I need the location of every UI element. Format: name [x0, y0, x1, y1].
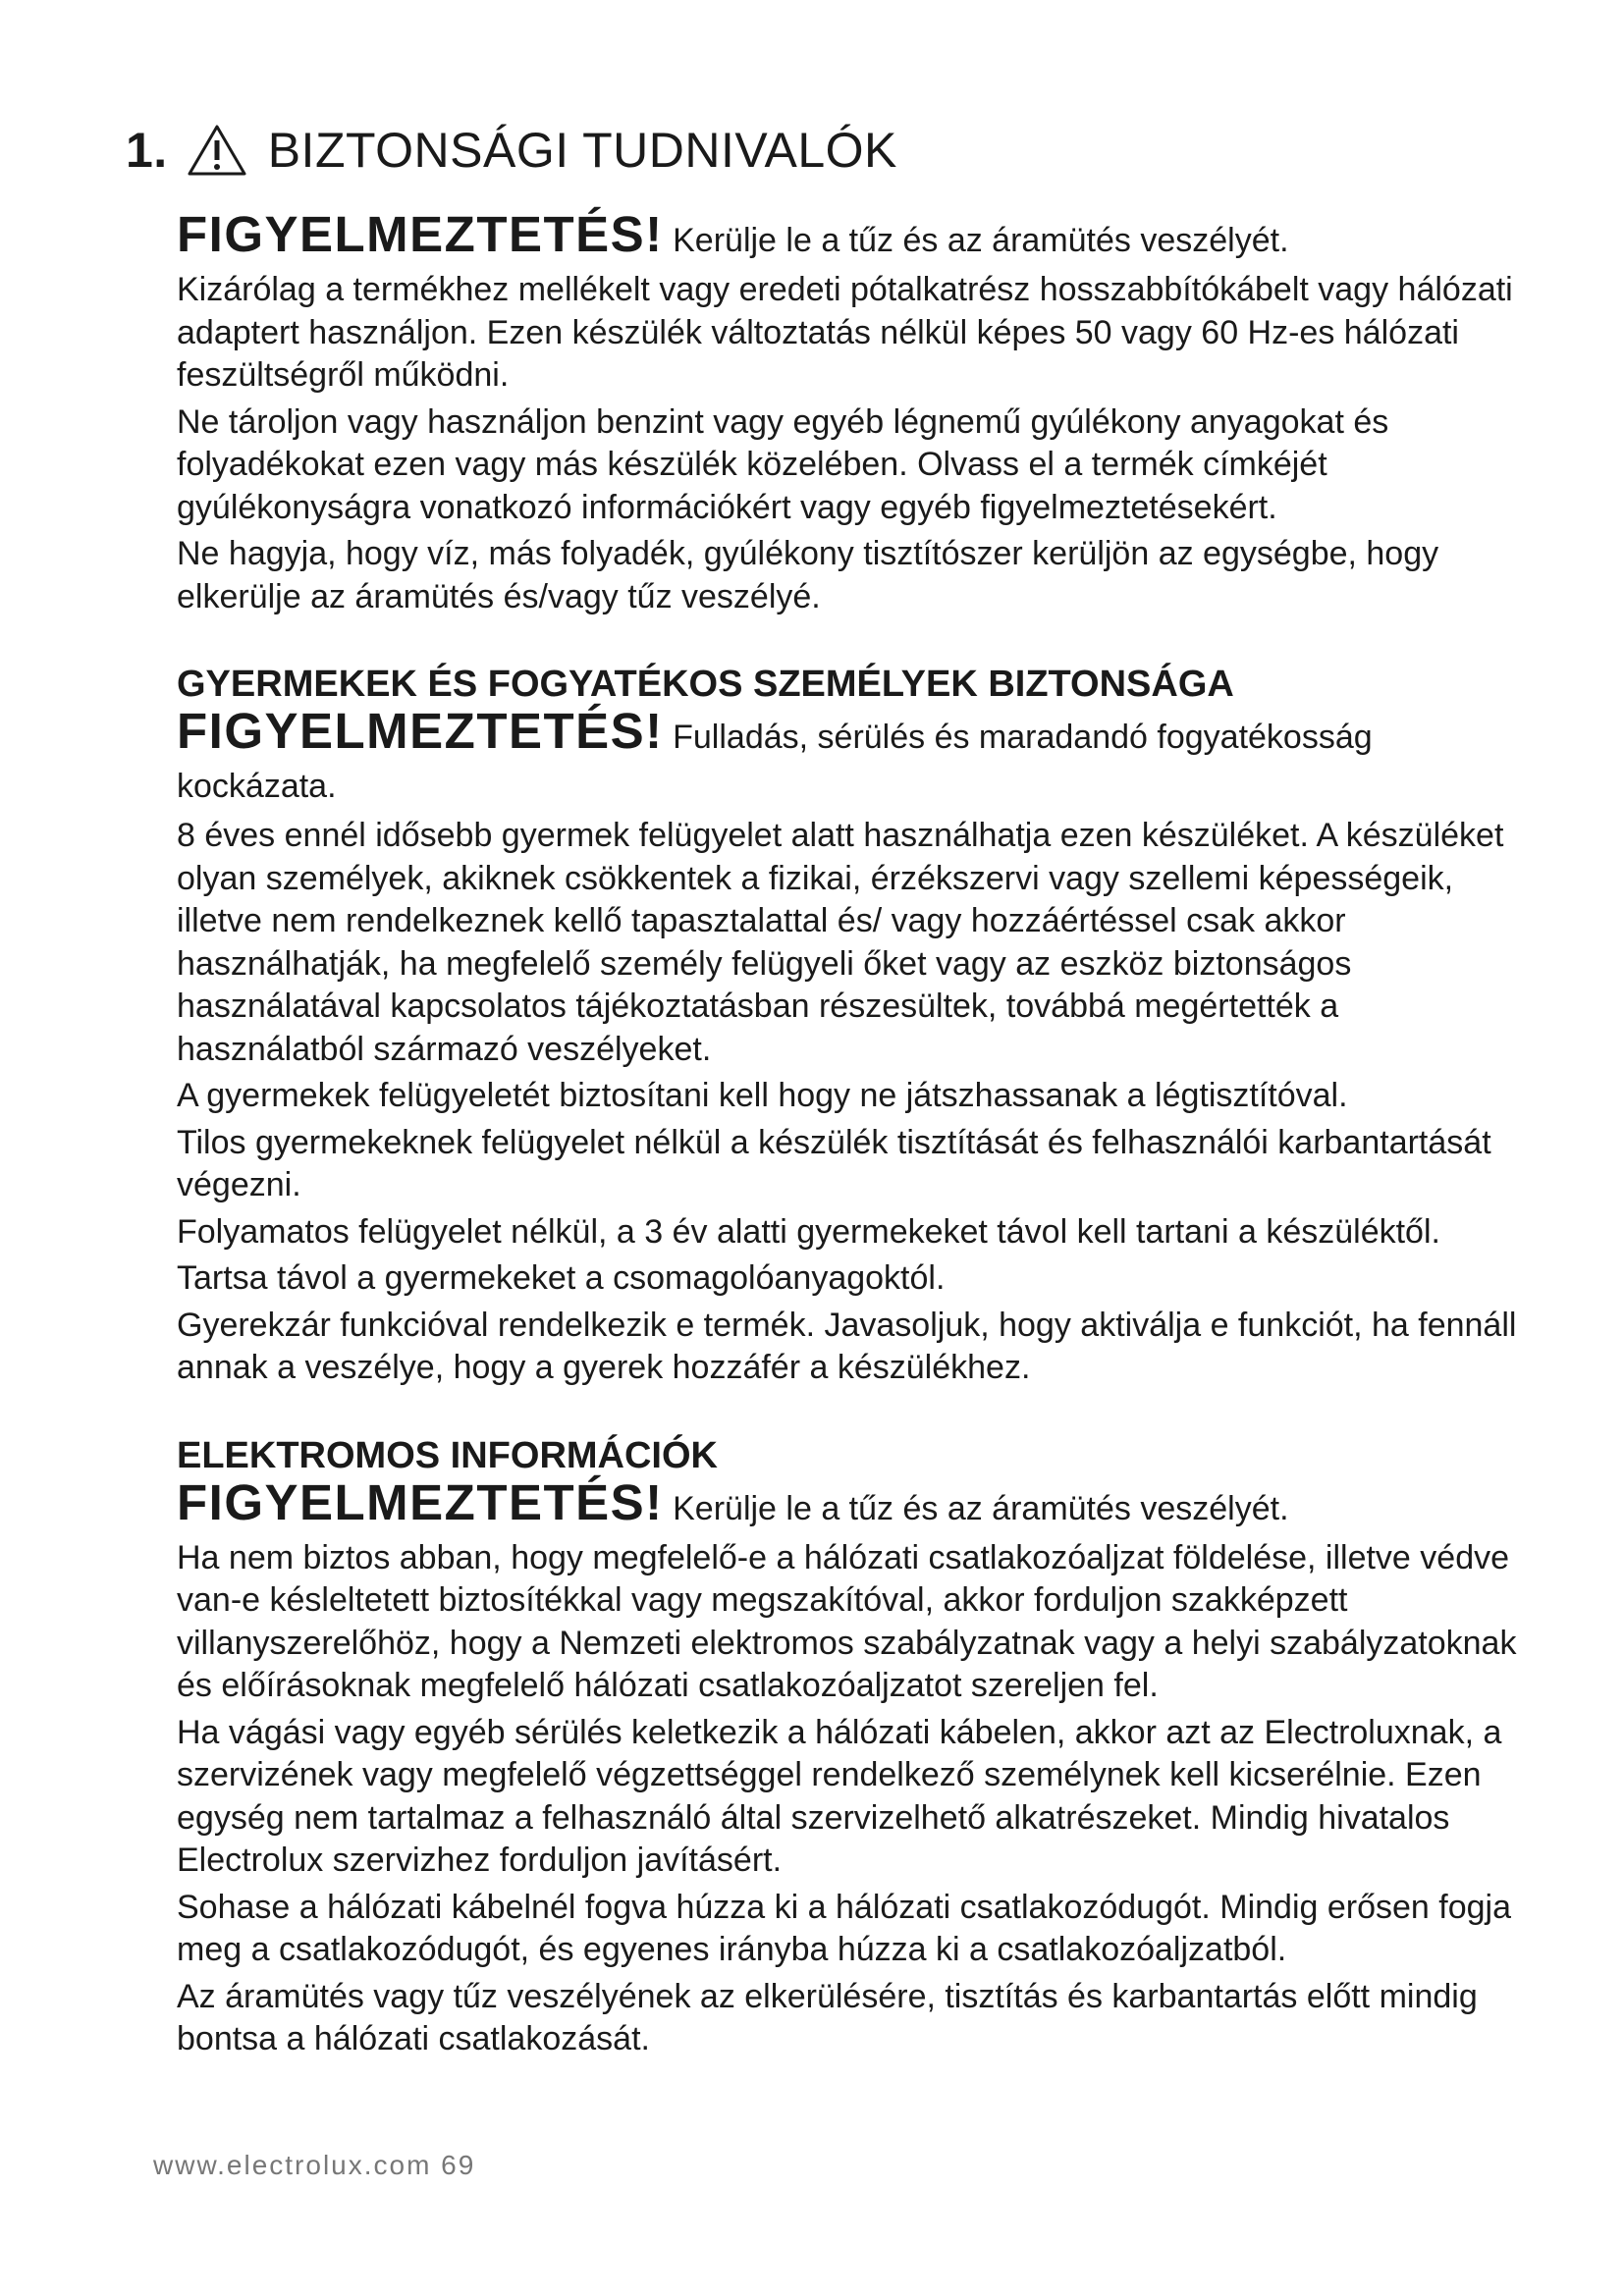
- section-title-text: BIZTONSÁGI TUDNIVALÓK: [267, 123, 897, 178]
- paragraph: Kizárólag a termékhez mellékelt vagy eredeti pótalkatrész hosszabbítókábelt vagy hálózati adaptert használjon. Ezen készülék változtatás nélkül képes 50 vagy 60 Hz-es hálózati feszültségről működni.: [177, 271, 1513, 394]
- paragraph: Ne hagyja, hogy víz, más folyadék, gyúlékony tisztítószer kerüljön az egységbe, hogy elkerülje az áramütés és/vagy tűz veszélyé.: [177, 535, 1439, 615]
- warning-line: [177, 206, 1522, 265]
- warning-triangle-icon: [186, 123, 248, 178]
- paragraph: Tartsa távol a gyermekeket a csomagolóanyagoktól.: [177, 1259, 946, 1297]
- paragraph: Ne tároljon vagy használjon benzint vagy egyéb légnemű gyúlékony anyagokat és folyadékokat ezen vagy más készülék közelében. Olvass el a termék címkéjét gyúlékonyságra vonatkozó információkért vagy egyéb figyelmeztetésekért.: [177, 402, 1389, 526]
- warning-line: [177, 703, 1522, 811]
- paragraph: Az áramütés vagy tűz veszélyének az elkerülésére, tisztítás és karbantartás előtt mindig bontsa a hálózati csatlakozását.: [177, 1977, 1478, 2057]
- paragraph: Gyerekzár funkcióval rendelkezik e termék. Javasoljuk, hogy aktiválja e funkciót, ha fennáll annak a veszélye, hogy a gyerek hozzáfér a készülékhez.: [177, 1306, 1517, 1386]
- section-number: 1.: [126, 123, 168, 178]
- warning-line: [177, 1473, 1522, 1533]
- paragraph: Tilos gyermekeknek felügyelet nélkül a készülék tisztítását és felhasználói karbantartását végezni.: [177, 1123, 1491, 1203]
- content: [177, 206, 1522, 2065]
- child-safety-block: [177, 662, 1522, 1390]
- paragraph: A gyermekek felügyeletét biztosítani kell hogy ne játszhassanak a légtisztítóval.: [177, 1077, 1348, 1114]
- warning-label: FIGYELMEZTETÉS!: [177, 703, 664, 759]
- paragraph: Ha nem biztos abban, hogy megfelelő-e a hálózati csatlakozóaljzat földelése, illetve védve van-e késleltetett biztosítékkal vagy megszakítóval, akkor forduljon szakképzett villanyszerelőhöz, hogy a Nemzeti elektromos szabályzatnak vagy a helyi szabályzatoknak és előírásoknak megfelelő hálózati csatlakozóaljzatot szereljen fel.: [177, 1538, 1517, 1704]
- paragraph: Folyamatos felügyelet nélkül, a 3 év alatti gyermekeket távol kell tartani a készüléktől.: [177, 1212, 1440, 1251]
- electrical-info-block: [177, 1433, 1522, 2061]
- paragraph: 8 éves ennél idősebb gyermek felügyelet alatt használhatja ezen készüléket. A készüléket olyan személyek, akiknek csökkentek a fizikai, érzékszervi vagy szellemi képességeik, illetve nem rendelkeznek kellő tapasztalattal és/ vagy hozzáértéssel csak akkor használhatják, ha megfelelő személy felügyeli őket vagy az eszköz biztonságos használatával kapcsolatos tájékoztatásban részesültek, továbbá megértették a használatból származó veszélyeket.: [177, 817, 1504, 1068]
- paragraph: Ha vágási vagy egyéb sérülés keletkezik a hálózati kábelen, akkor azt az Electroluxnak, a szervizének vagy megfelelő végzettséggel rendelkező személynek kell kicserélnie. Ezen egység nem tartalmaz a felhasználó által szervizelhető alkatrészeket. Mindig hivatalos Electrolux szervizhez forduljon javításért.: [177, 1713, 1502, 1879]
- warning-label: FIGYELMEZTETÉS!: [177, 206, 664, 262]
- warning-label: FIGYELMEZTETÉS!: [177, 1473, 664, 1530]
- fire-shock-block: [177, 206, 1522, 618]
- section-title: [126, 122, 897, 179]
- paragraph: Sohase a hálózati kábelnél fogva húzza ki a hálózati csatlakozódugót. Mindig erősen fogja meg a csatlakozódugót, és egyenes irányba húzza ki a csatlakozóaljzatból.: [177, 1888, 1511, 1968]
- warning-text: Fulladás, sérülés és maradandó fogyatékosság kockázata.: [177, 719, 1373, 805]
- section-heading: ELEKTROMOS INFORMÁCIÓK: [177, 1434, 718, 1476]
- warning-text: Kerülje le a tűz és az áramütés veszélyét.: [673, 1489, 1289, 1527]
- warning-text: Kerülje le a tűz és az áramütés veszélyét.: [673, 222, 1289, 259]
- page-footer: www.electrolux.com 69: [153, 2150, 476, 2180]
- section-heading: GYERMEKEK ÉS FOGYATÉKOS SZEMÉLYEK BIZTONSÁGA: [177, 664, 1234, 705]
